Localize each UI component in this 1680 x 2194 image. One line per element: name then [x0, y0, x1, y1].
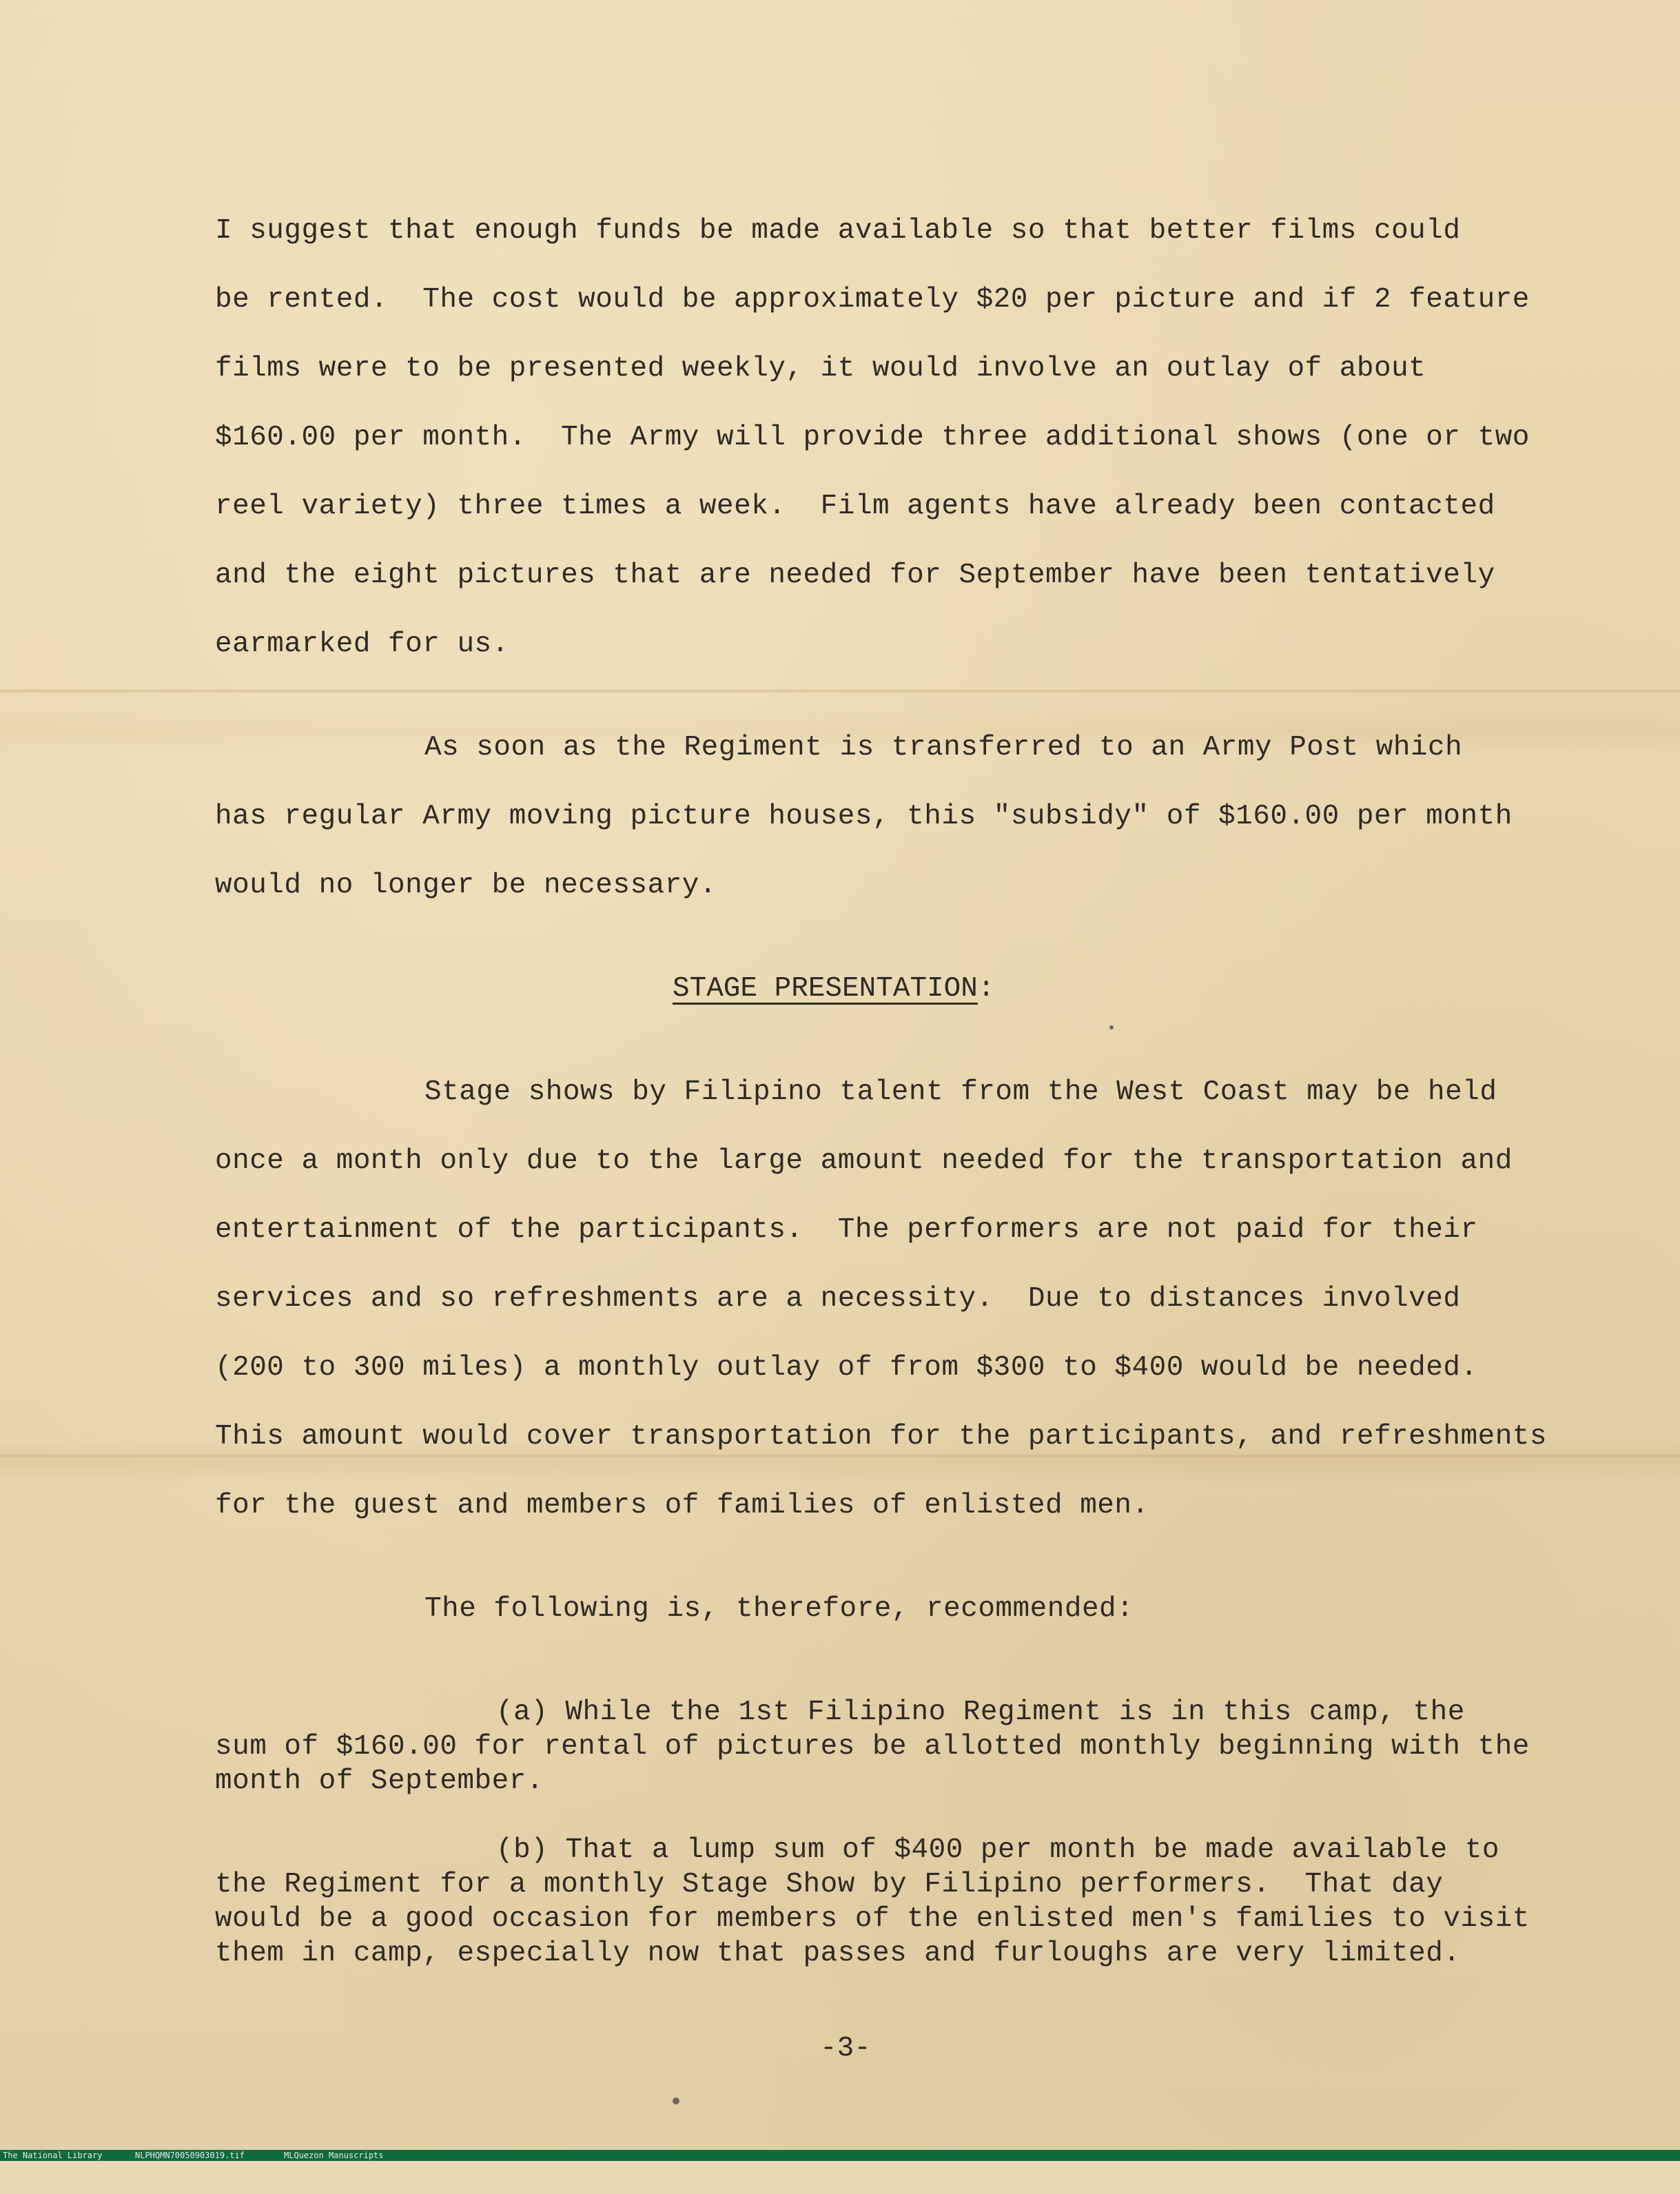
section-heading-colon: :	[977, 973, 995, 1005]
text-line: I suggest that enough funds be made available so that better films could	[215, 215, 1461, 247]
text-line: would no longer be necessary.	[215, 870, 717, 901]
text-line: has regular Army moving picture houses, this "subsidy" of $160.00 per month	[215, 801, 1513, 832]
paper-speck	[673, 2098, 679, 2104]
text-line: services and so refreshments are a necessity. Due to distances involved	[215, 1283, 1461, 1315]
text-line: (200 to 300 miles) a monthly outlay of from $300 to $400 would be needed.	[215, 1352, 1478, 1384]
recommendation-a-line: sum of $160.00 for rental of pictures be allotted monthly beginning with the	[215, 1731, 1530, 1763]
footer-file: NLPHQMN70050903019.tif	[135, 2151, 245, 2160]
recommendation-a-line: (a) While the 1st Filipino Regiment is in this camp, the	[496, 1696, 1465, 1728]
recommendation-b-line: (b) That a lump sum of $400 per month be made available to	[496, 1834, 1500, 1866]
paper-fold	[0, 1454, 1680, 1458]
paper-speck	[1109, 1025, 1114, 1029]
text-line: The following is, therefore, recommended:	[424, 1593, 1134, 1625]
paper-fold	[0, 689, 1680, 693]
text-line: for the guest and members of families of enlisted men.	[215, 1490, 1149, 1521]
page-number: -3-	[820, 2033, 871, 2064]
section-heading	[673, 973, 994, 1005]
text-line: As soon as the Regiment is transferred to an Army Post which	[424, 732, 1463, 763]
text-line: once a month only due to the large amount needed for the transportation and	[215, 1145, 1513, 1177]
text-line: and the eight pictures that are needed for September have been tentatively	[215, 560, 1495, 591]
footer-collection: MLQuezon Manuscripts	[284, 2151, 384, 2160]
recommendation-b-line: the Regiment for a monthly Stage Show by Filipino performers. That day	[215, 1869, 1444, 1900]
text-line: This amount would cover transportation for the participants, and refreshments	[215, 1421, 1548, 1453]
section-heading-text: STAGE PRESENTATION	[673, 973, 978, 1005]
recommendation-b-line: would be a good occasion for members of the enlisted men's families to visit	[215, 1903, 1530, 1935]
footer-library: The National Library	[3, 2151, 103, 2160]
archive-footer	[0, 2150, 1680, 2161]
text-line: entertainment of the participants. The performers are not paid for their	[215, 1214, 1478, 1246]
text-line: earmarked for us.	[215, 628, 509, 660]
text-line: be rented. The cost would be approximately $20 per picture and if 2 feature	[215, 284, 1530, 316]
recommendation-b-line: them in camp, especially now that passes and furloughs are very limited.	[215, 1938, 1461, 1969]
text-line: Stage shows by Filipino talent from the West Coast may be held	[424, 1076, 1497, 1108]
recommendation-a-line: month of September.	[215, 1765, 544, 1797]
text-line: films were to be presented weekly, it would involve an outlay of about	[215, 353, 1426, 385]
text-line: $160.00 per month. The Army will provide three additional shows (one or two	[215, 422, 1530, 453]
text-line: reel variety) three times a week. Film agents have already been contacted	[215, 491, 1495, 522]
